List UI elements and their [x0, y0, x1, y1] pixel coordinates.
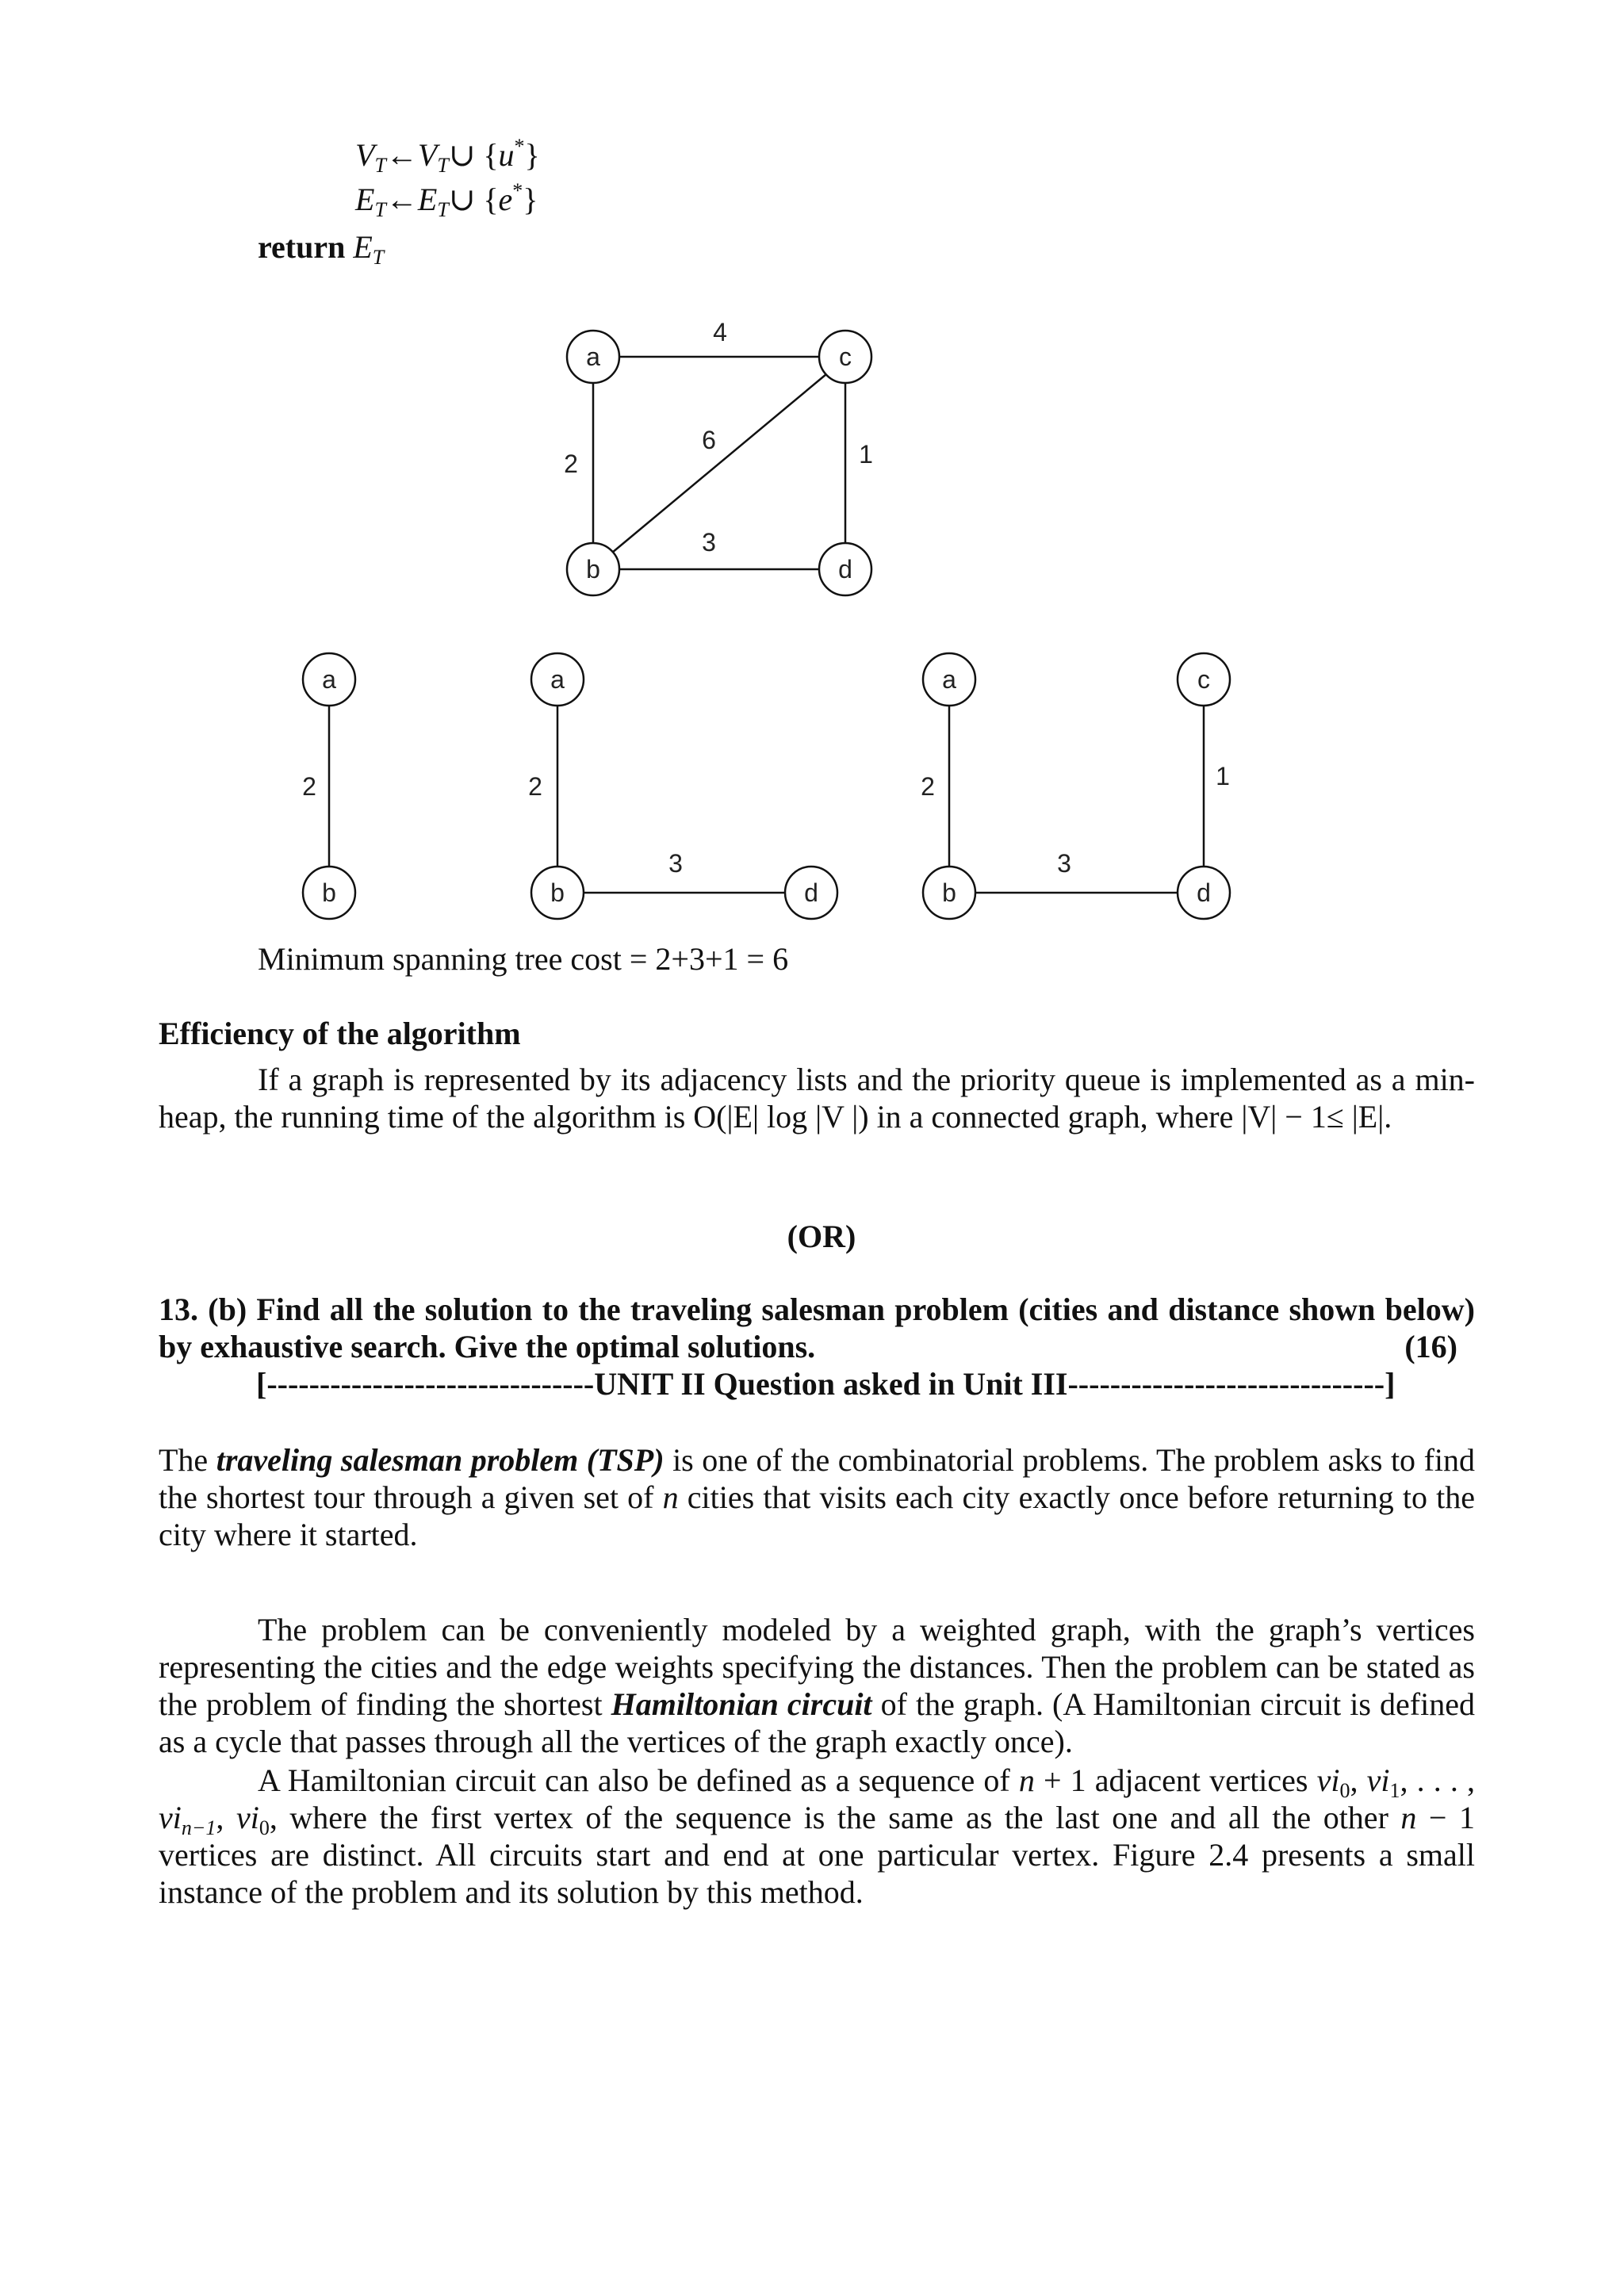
tree2-node-d [785, 867, 837, 919]
mst-step-3 [921, 653, 1230, 919]
weight-a-b: 2 [564, 450, 578, 478]
tree3-weight-b-d: 3 [1057, 849, 1071, 878]
tsp-paragraph-2: The problem can be conveniently modeled by a weighted graph, with the graph’s vertices representing the cities and the edge weights specifying the distances. Then the problem can be stated as the problem of finding the shortest Hamiltonian circuit of the graph. (A Hamiltonian circuit is defined as a cycle that passes through all the vertices of the graph exactly once). [159, 1612, 1475, 1759]
node-d [819, 543, 871, 595]
tree2-node-a [531, 653, 584, 706]
weight-b-c: 6 [702, 426, 716, 454]
tree1-weight-a-b: 2 [302, 772, 316, 801]
tree3-weight-a-b: 2 [921, 772, 935, 801]
weight-b-d: 3 [702, 528, 716, 557]
tree1-node-a [303, 653, 355, 706]
weight-c-d: 1 [859, 440, 873, 469]
mst-step-1 [302, 653, 355, 919]
node-a [567, 331, 619, 383]
main-graph [564, 318, 873, 595]
tree3-node-a [923, 653, 975, 706]
or-separator: (OR) [787, 1219, 856, 1254]
svg-text:c: c [839, 342, 852, 371]
node-c [819, 331, 871, 383]
tree1-node-b [303, 867, 355, 919]
weight-a-c: 4 [713, 318, 727, 346]
svg-text:d: d [804, 878, 818, 907]
svg-text:a: a [550, 665, 565, 694]
mst-cost-caption: Minimum spanning tree cost = 2+3+1 = 6 [258, 941, 789, 977]
mst-step-2 [528, 653, 837, 919]
svg-text:a: a [586, 342, 600, 371]
tree2-weight-b-d: 3 [668, 849, 683, 878]
edge-b-c [612, 374, 826, 553]
svg-text:d: d [1197, 878, 1211, 907]
graph-figure [0, 0, 1624, 991]
question-text: 13. (b) Find all the solution to the traveling salesman problem (cities and distance shown below) by exhaustive search. Give the optimal solutions. (16) [159, 1292, 1475, 1364]
tsp-paragraph-3: A Hamiltonian circuit can also be defined as a sequence of n + 1 adjacent vertices $vi_0$, $vi_1$, . . . , $vi_{n-1}$, $vi_0$, where the first vertex of the sequence is the same as the last one and all the other n − 1 vertices are distinct. All circuits start and end at one particular vertex. Figure 2.4 presents a small instance of the problem and its solution by this method. [159, 1762, 1476, 1910]
svg-text:a: a [322, 665, 336, 694]
svg-text:d: d [838, 555, 852, 584]
question-unit-note: [-------------------------------UNIT II Question asked in Unit III------------------------------] [256, 1366, 1396, 1402]
svg-text:a: a [942, 665, 956, 694]
efficiency-text: If a graph is represented by its adjacency lists and the priority queue is implemented as a min-heap, the running time of the algorithm is O(|E| log |V |) in a connected graph, where |V| − 1≤ |E|. [159, 1062, 1475, 1135]
svg-text:b: b [586, 555, 600, 584]
tree3-node-d [1178, 867, 1230, 919]
algorithm-return-line: return $E_T$ [258, 229, 385, 269]
svg-text:c: c [1197, 665, 1210, 694]
tree2-weight-a-b: 2 [528, 772, 542, 801]
efficiency-heading: Efficiency of the algorithm [159, 1016, 521, 1051]
tsp-paragraph-1: The traveling salesman problem (TSP) is one of the combinatorial problems. The problem asks to find the shortest tour through a given set of n cities that visits each city exactly once before returning to the city where it started. [159, 1442, 1476, 1552]
svg-text:b: b [550, 878, 565, 907]
svg-text:b: b [322, 878, 336, 907]
tree3-node-c [1178, 653, 1230, 706]
algorithm-line-vt: $V_T\leftarrow V_T\cup$ {u*} [355, 135, 540, 177]
tree3-node-b [923, 867, 975, 919]
question-marks: (16) [1404, 1329, 1457, 1364]
tree3-weight-c-d: 1 [1216, 762, 1230, 790]
node-b [567, 543, 619, 595]
algorithm-line-et: $E_T\leftarrow E_T\cup$ {e*} [355, 179, 538, 221]
svg-text:b: b [942, 878, 956, 907]
tree2-node-b [531, 867, 584, 919]
